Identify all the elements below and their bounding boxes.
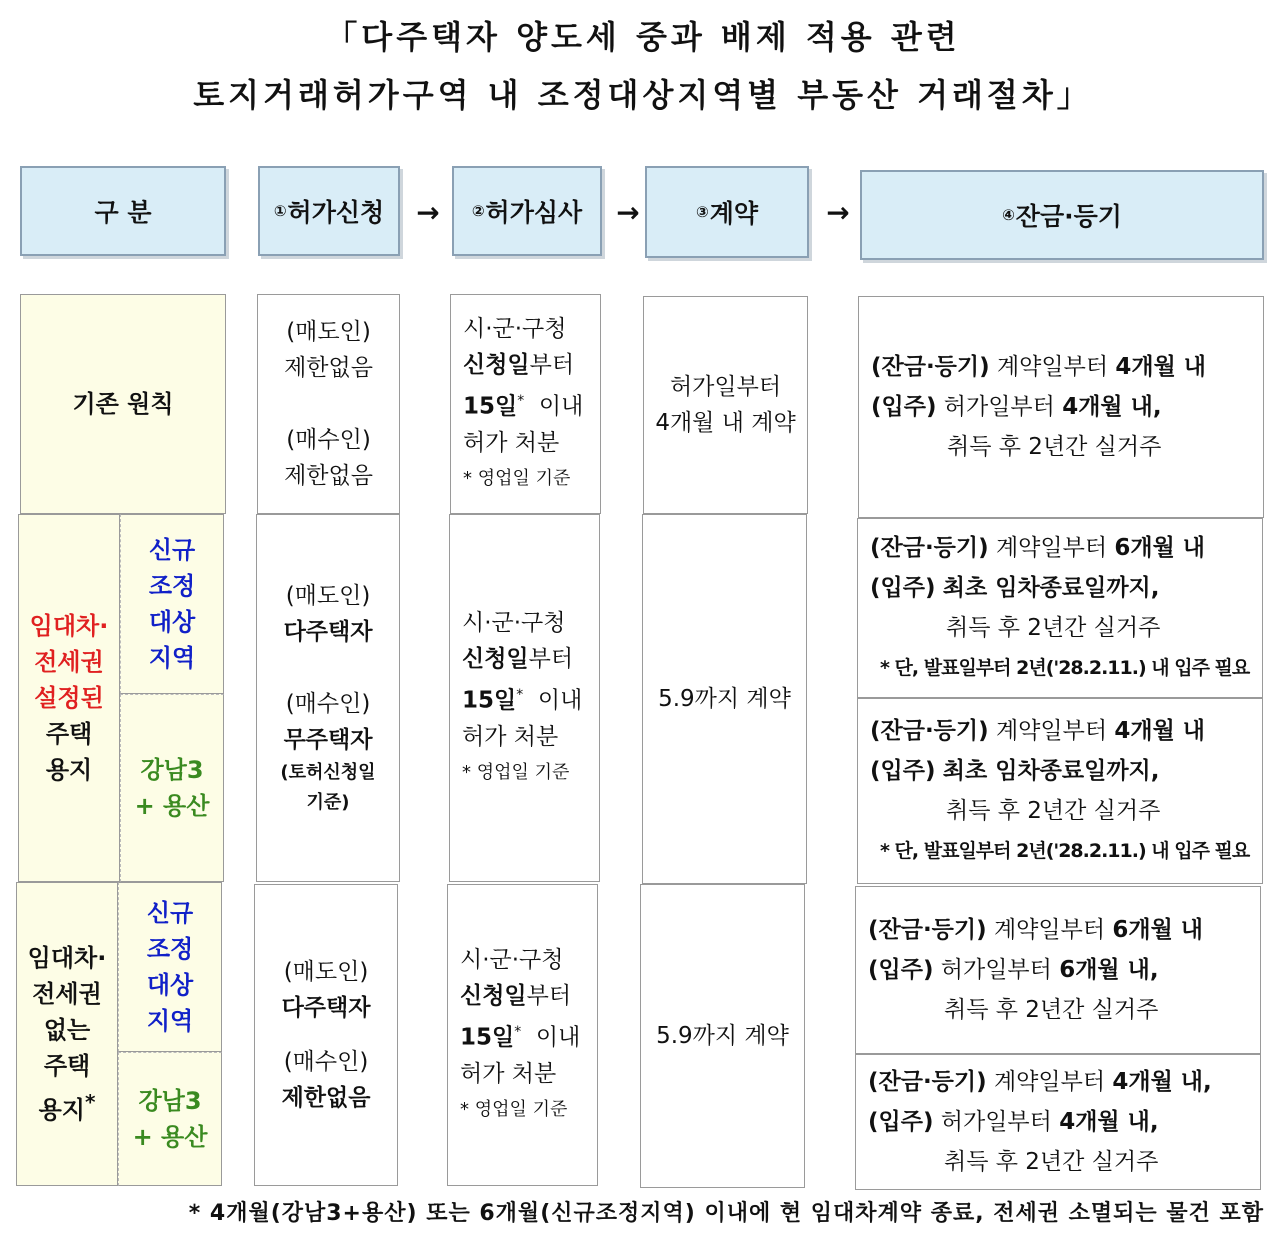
row2-exam-apply-date: 신청일	[462, 646, 529, 673]
step4-label: 잔금·등기	[1015, 202, 1122, 231]
row2-settlement-gangnam	[857, 698, 1263, 884]
row2-sub-new-regulated	[120, 514, 224, 694]
row1-movein-text: 허가일부터	[943, 394, 1055, 420]
row2b-settle-text: 계약일부터	[995, 718, 1108, 744]
step1-label: 허가신청	[287, 198, 385, 227]
row1-exam-asterisk: *	[517, 393, 525, 410]
header-category	[20, 166, 226, 256]
row2a-settle-tag: (잔금·등기)	[870, 535, 989, 561]
row3-sub2-line2: + 용산	[132, 1123, 208, 1151]
row3-contract	[640, 884, 805, 1188]
row3-exam-apply-date: 신청일	[460, 983, 527, 1010]
row3-sub-gangnam	[118, 1052, 222, 1186]
row1-application	[257, 294, 400, 514]
row1-contract-line1: 허가일부터	[669, 374, 782, 400]
row2-category	[18, 514, 120, 882]
row1-settle-period: 4개월 내	[1115, 354, 1207, 380]
row3-settlement-gangnam	[855, 1054, 1261, 1190]
row1-settlement	[858, 296, 1264, 518]
row2-exam-within: 이내	[537, 687, 583, 714]
row3b-movein-period: 4개월 내,	[1059, 1109, 1159, 1135]
row2b-note: * 단, 발표일부터 2년('28.2.11.) 내 입주 필요	[880, 840, 1250, 862]
row3-buyer-label: (매수인)	[283, 1049, 369, 1075]
header-step4	[860, 170, 1264, 260]
row3-label-line2: 전세권	[32, 980, 102, 1008]
row3-buyer-value: 제한없음	[281, 1085, 371, 1111]
row2-label-line4: 주택	[45, 720, 93, 748]
row1-buyer-label: (매수인)	[286, 427, 371, 453]
row2-contract	[642, 514, 807, 884]
header-step3	[645, 166, 809, 258]
row3-exam-office: 시·군·구청	[460, 947, 564, 974]
row1-examination	[450, 294, 601, 514]
row2-buyer-note1: (토허신청일	[280, 762, 376, 783]
row3b-movein-residence: 취득 후 2년간 실거주	[944, 1149, 1159, 1175]
row3-sub1-line4: 지역	[146, 1007, 194, 1035]
row1-seller-label: (매도인)	[286, 319, 371, 345]
row3-exam-from: 부터	[526, 983, 572, 1010]
row3-label-line1: 임대차·	[27, 944, 107, 972]
row3b-settle-text: 계약일부터	[993, 1069, 1106, 1095]
row3-sub1-line1: 신규	[146, 899, 194, 927]
row1-contract-line2: 4개월 내 계약	[655, 410, 796, 436]
row3a-movein-residence: 취득 후 2년간 실거주	[944, 997, 1159, 1023]
row2-seller-value: 다주택자	[283, 619, 373, 645]
row1-exam-within: 이내	[538, 393, 584, 420]
row2-label-line3: 설정된	[34, 684, 104, 712]
row3a-movein-period: 6개월 내,	[1059, 957, 1159, 983]
row2-sub-gangnam	[120, 694, 224, 882]
row2-exam-days: 15일	[462, 687, 517, 714]
row2-label-line5: 용지	[45, 756, 93, 784]
row2-sub1-line1: 신규	[148, 536, 196, 564]
title-line-1: 「다주택자 양도세 중과 배제 적용 관련	[325, 18, 961, 56]
row2a-note: * 단, 발표일부터 2년('28.2.11.) 내 입주 필요	[880, 657, 1250, 679]
row2-settlement-new-regulated	[857, 518, 1263, 698]
row1-seller-value: 제한없음	[284, 355, 373, 381]
row2-buyer-value: 무주택자	[283, 727, 373, 753]
row3-label-line4: 주택	[43, 1052, 91, 1080]
row2-exam-note: * 영업일 기준	[462, 761, 570, 783]
arrow-2: →	[616, 196, 640, 229]
row2a-settle-period: 6개월 내	[1114, 535, 1206, 561]
row1-movein-tag: (입주)	[871, 394, 937, 420]
step3-label: 계약	[709, 199, 758, 228]
row3-exam-disposal: 허가 처분	[460, 1060, 557, 1087]
row2-contract-text: 5.9까지 계약	[658, 686, 791, 712]
row2-exam-from: 부터	[528, 646, 574, 673]
row1-exam-apply-date: 신청일	[463, 352, 530, 379]
row3b-movein-text: 허가일부터	[940, 1109, 1052, 1135]
row2-sub2-line2: + 용산	[134, 792, 210, 820]
footnote: * 4개월(강남3+용산) 또는 6개월(신규조정지역) 이내에 현 임대차계약 종료, 전세권 소멸되는 물건 포함	[188, 1201, 1264, 1226]
header-step2	[452, 166, 602, 256]
row2-sub2-line1: 강남3	[140, 756, 204, 784]
row1-exam-note: * 영업일 기준	[463, 467, 571, 489]
row3-seller-value: 다주택자	[281, 995, 371, 1021]
row3-exam-asterisk: *	[514, 1024, 522, 1041]
arrow-3: →	[826, 196, 850, 229]
row3a-settle-period: 6개월 내	[1112, 917, 1204, 943]
row3-sub1-line3: 대상	[146, 971, 194, 999]
row1-category	[20, 294, 226, 514]
step2-label: 허가심사	[485, 198, 583, 227]
row2b-movein-period: 최초 임차종료일까지,	[942, 758, 1160, 784]
row3-exam-note: * 영업일 기준	[460, 1098, 568, 1120]
row2-sub1-line3: 대상	[148, 608, 196, 636]
row3-exam-days: 15일	[460, 1024, 515, 1051]
row1-movein-period: 4개월 내,	[1062, 394, 1162, 420]
row2-sub1-line2: 조정	[148, 572, 196, 600]
header-step1	[258, 166, 400, 256]
row2b-settle-period: 4개월 내	[1114, 718, 1206, 744]
row3-label-asterisk: *	[84, 1090, 96, 1114]
row3-sub2-line1: 강남3	[138, 1087, 202, 1115]
row1-exam-disposal: 허가 처분	[463, 429, 560, 456]
row3a-settle-text: 계약일부터	[993, 917, 1106, 943]
row1-buyer-value: 제한없음	[284, 463, 373, 489]
step1-number: ①	[273, 202, 287, 220]
row2b-settle-tag: (잔금·등기)	[870, 718, 989, 744]
row3-category	[16, 882, 118, 1186]
row2-application	[256, 514, 400, 882]
row2-exam-asterisk: *	[516, 687, 524, 704]
row2a-movein-period: 최초 임차종료일까지,	[942, 575, 1160, 601]
row2a-movein-residence: 취득 후 2년간 실거주	[946, 615, 1161, 641]
row2-buyer-label: (매수인)	[285, 691, 371, 717]
row3-application	[254, 884, 398, 1186]
row3a-movein-tag: (입주)	[868, 957, 934, 983]
row3-seller-label: (매도인)	[283, 959, 369, 985]
row2-label-line2: 전세권	[34, 648, 104, 676]
row3-label-line5: 용지	[38, 1096, 85, 1124]
row3-sub-new-regulated	[118, 882, 222, 1052]
row2-exam-office: 시·군·구청	[462, 610, 566, 637]
row1-exam-office: 시·군·구청	[463, 316, 567, 343]
step3-number: ③	[695, 203, 709, 221]
row1-settle-tag: (잔금·등기)	[871, 354, 990, 380]
row1-movein-residence: 취득 후 2년간 실거주	[947, 434, 1162, 460]
row3-exam-within: 이내	[535, 1024, 581, 1051]
arrow-1: →	[416, 196, 440, 229]
step2-number: ②	[471, 202, 485, 220]
row1-exam-from: 부터	[529, 352, 575, 379]
row1-contract	[643, 296, 808, 514]
row1-exam-days: 15일	[463, 393, 518, 420]
row2-sub1-line4: 지역	[148, 644, 196, 672]
row2b-movein-tag: (입주)	[870, 758, 936, 784]
row2b-movein-residence: 취득 후 2년간 실거주	[946, 798, 1161, 824]
row2-examination	[449, 514, 600, 882]
row1-category-label: 기존 원칙	[72, 390, 174, 418]
row2-label-line1: 임대차·	[29, 612, 109, 640]
row2-exam-disposal: 허가 처분	[462, 723, 559, 750]
row3-settlement-new-regulated	[855, 886, 1261, 1054]
row3b-settle-tag: (잔금·등기)	[868, 1069, 987, 1095]
row2-buyer-note2: 기준)	[306, 792, 350, 813]
row2-seller-label: (매도인)	[285, 583, 371, 609]
row1-settle-text: 계약일부터	[996, 354, 1109, 380]
row3-label-line3: 없는	[43, 1016, 91, 1044]
step4-number: ④	[1002, 206, 1015, 224]
row2a-movein-tag: (입주)	[870, 575, 936, 601]
row3-contract-text: 5.9까지 계약	[656, 1023, 789, 1049]
header-category-label: 구 분	[94, 198, 152, 227]
row3b-settle-period: 4개월 내,	[1112, 1069, 1212, 1095]
row3-examination	[447, 884, 598, 1186]
row3a-settle-tag: (잔금·등기)	[868, 917, 987, 943]
row3b-movein-tag: (입주)	[868, 1109, 934, 1135]
title-line-2: 토지거래허가구역 내 조정대상지역별 부동산 거래절차」	[193, 76, 1093, 114]
row3-sub1-line2: 조정	[146, 935, 194, 963]
row3a-movein-text: 허가일부터	[940, 957, 1052, 983]
row2a-settle-text: 계약일부터	[995, 535, 1108, 561]
